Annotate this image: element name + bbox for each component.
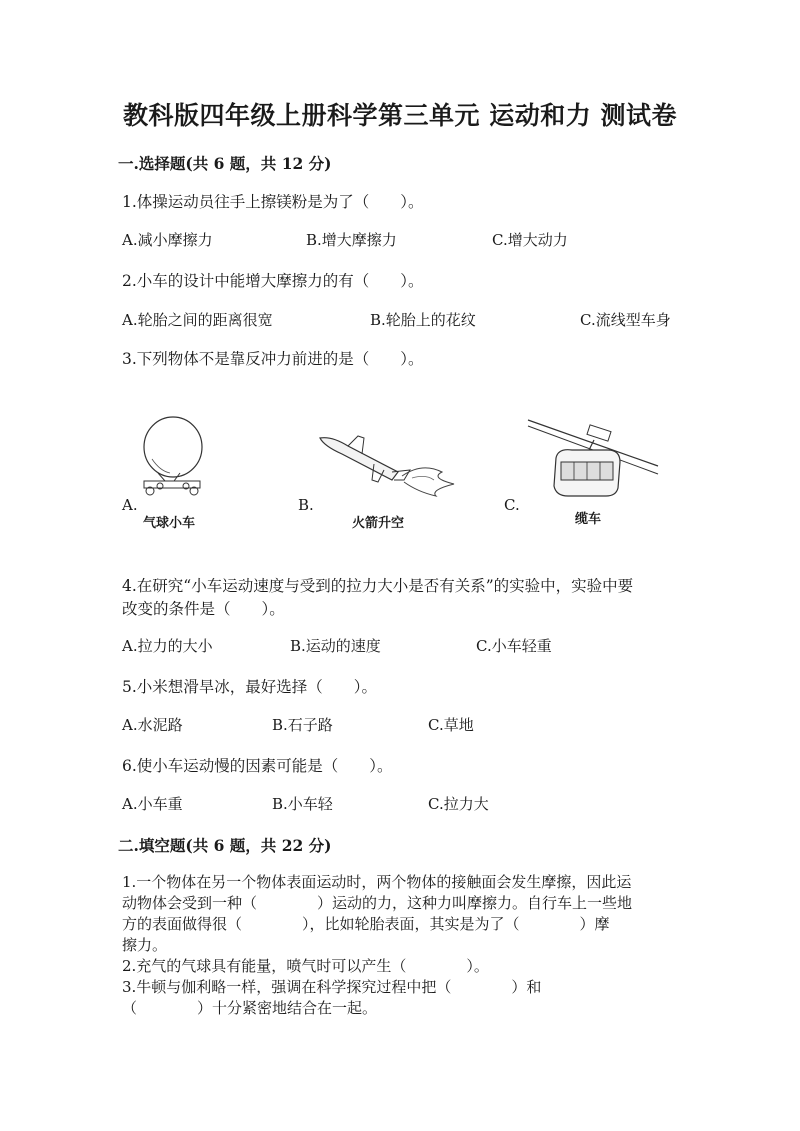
q2-option-c[interactable]: C.流线型车身 [580,311,671,329]
q1-option-c[interactable]: C.增大动力 [492,231,568,249]
rocket-icon [318,432,458,502]
q1-option-b[interactable]: B.增大摩擦力 [306,231,397,249]
q3-option-b[interactable]: B. [298,496,314,514]
caption-rocket: 火箭升空 [352,516,405,531]
section-heading-fill: 二.填空题(共 6 题，共 22 分) [118,836,332,855]
q6-option-b[interactable]: B.小车轻 [272,795,333,813]
question-2: 2.小车的设计中能增大摩擦力的有（ ）。 [122,272,424,290]
q3-option-c[interactable]: C. [504,496,520,514]
q3-option-a[interactable]: A. [122,496,138,514]
fill-item-1-line: 方的表面做得很（ ），比如轮胎表面，其实是为了（ ）摩 [122,915,610,933]
question-6: 6.使小车运动慢的因素可能是（ ）。 [122,757,393,775]
q5-option-c[interactable]: C.草地 [428,716,474,734]
question-4-line-2: 改变的条件是（ ）。 [122,600,285,618]
section-heading-choice: 一.选择题(共 6 题，共 12 分) [118,154,332,173]
fill-item-2 [122,956,692,977]
balloon-car-icon [130,415,210,495]
caption-cable-car: 缆车 [575,512,602,527]
fill-item-1-line: 擦力。 [122,936,168,954]
fill-item-3-line: （ ）十分紧密地结合在一起。 [122,999,378,1017]
caption-balloon-car: 气球小车 [143,516,196,531]
q6-option-c[interactable]: C.拉力大 [428,795,489,813]
page-title: 教科版四年级上册科学第三单元 运动和力 测试卷 [123,101,677,130]
q2-option-a[interactable]: A.轮胎之间的距离很宽 [122,311,273,329]
q4-option-c[interactable]: C.小车轻重 [476,637,552,655]
q5-option-a[interactable]: A.水泥路 [122,716,183,734]
cable-car-icon [528,418,662,502]
q2-option-b[interactable]: B.轮胎上的花纹 [370,311,476,329]
fill-item-1 [122,872,692,956]
fill-item-1-line: 动物体会受到一种（ ）运动的力，这种力叫摩擦力。自行车上一些地 [122,894,633,912]
question-1: 1.体操运动员往手上擦镁粉是为了（ ）。 [122,193,424,211]
fill-item-1-line: 1.一个物体在另一个物体表面运动时，两个物体的接触面会发生摩擦，因此运 [122,873,632,891]
question-4-line-1: 4.在研究“小车运动速度与受到的拉力大小是否有关系”的实验中，实验中要 [122,577,634,595]
question-5: 5.小米想滑旱冰，最好选择（ ）。 [122,678,378,696]
q5-option-b[interactable]: B.石子路 [272,716,333,734]
fill-item-2-line: 2.充气的气球具有能量，喷气时可以产生（ ）。 [122,957,489,975]
q1-option-a[interactable]: A.减小摩擦力 [122,231,213,249]
question-3: 3.下列物体不是靠反冲力前进的是（ ）。 [122,350,424,368]
q6-option-a[interactable]: A.小车重 [122,795,183,813]
fill-item-3-line: 3.牛顿与伽利略一样，强调在科学探究过程中把（ ）和 [122,978,542,996]
q4-option-b[interactable]: B.运动的速度 [290,637,381,655]
fill-item-3 [122,977,692,1019]
q4-option-a[interactable]: A.拉力的大小 [122,637,213,655]
